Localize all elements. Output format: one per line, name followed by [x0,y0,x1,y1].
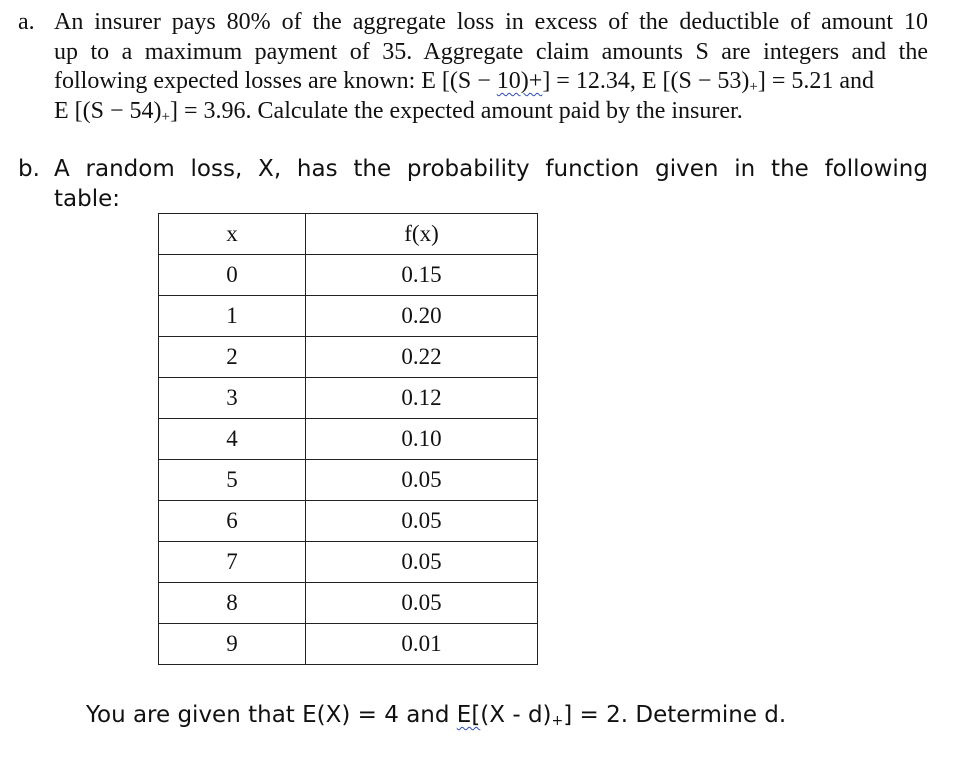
table-header-x: x [159,214,306,255]
question-a-line-4 [54,97,743,133]
table-cell-fx: 0.05 [306,583,538,624]
table-cell-fx: 0.01 [306,624,538,665]
table-cell-x: 8 [159,583,306,624]
table-row [159,296,538,337]
table-cell-fx: 0.05 [306,542,538,583]
table-cell-fx: 0.05 [306,501,538,542]
question-b-line-2: table: [54,186,121,212]
given-mid: (X - d) [480,702,552,728]
question-a-line-3-post: ] = 5.21 and [757,68,875,94]
table-row [159,501,538,542]
table-row [159,337,538,378]
table-cell-x: 2 [159,337,306,378]
subscript-plus: + [161,108,170,125]
question-b-label: b. [18,156,40,182]
question-a-line-3-pre: following expected losses are known: E [(S − [54,68,497,94]
question-b-line-1: A random loss, X, has the probability function given in the following [54,156,928,182]
subscript-plus: + [551,713,564,729]
table-cell-x: 4 [159,419,306,460]
question-a-line-2: up to a maximum payment of 35. Aggregate claim amounts S are integers and the [54,38,928,65]
table-cell-x: 0 [159,255,306,296]
question-a-line-3-mid: ] = 12.34, E [(S − 53) [542,68,750,94]
table-row [159,460,538,501]
table-cell-fx: 0.12 [306,378,538,419]
table-cell-x: 5 [159,460,306,501]
table-row [159,255,538,296]
probability-table [158,213,538,665]
table-cell-fx: 0.10 [306,419,538,460]
table-row [159,583,538,624]
table-cell-fx: 0.05 [306,460,538,501]
question-a-line-4-pre: E [(S − 54) [54,97,162,124]
table-cell-x: 6 [159,501,306,542]
table-row [159,624,538,665]
given-post: ] = 2. Determine d. [563,702,787,728]
table-header-fx: f(x) [306,214,538,255]
spellcheck-squiggle: 10)+ [496,68,543,94]
table-cell-x: 9 [159,624,306,665]
given-statement [86,702,786,729]
table-cell-x: 7 [159,542,306,583]
table-cell-fx: 0.15 [306,255,538,296]
table-cell-fx: 0.22 [306,337,538,378]
table-cell-x: 3 [159,378,306,419]
table-row [159,378,538,419]
table-row [159,542,538,583]
table-header-row [159,214,538,255]
subscript-plus: + [749,79,758,95]
given-pre: You are given that E(X) = 4 and [86,702,457,728]
table-cell-fx: 0.20 [306,296,538,337]
question-a-line-1: An insurer pays 80% of the aggregate loss in excess of the deductible of amount 10 [54,9,928,35]
question-a-line-4-post: ] = 3.96. Calculate the expected amount paid by the insurer. [170,97,743,124]
spellcheck-squiggle: E[ [456,702,481,728]
table-row [159,419,538,460]
table-cell-x: 1 [159,296,306,337]
question-a-label: a. [18,9,35,35]
